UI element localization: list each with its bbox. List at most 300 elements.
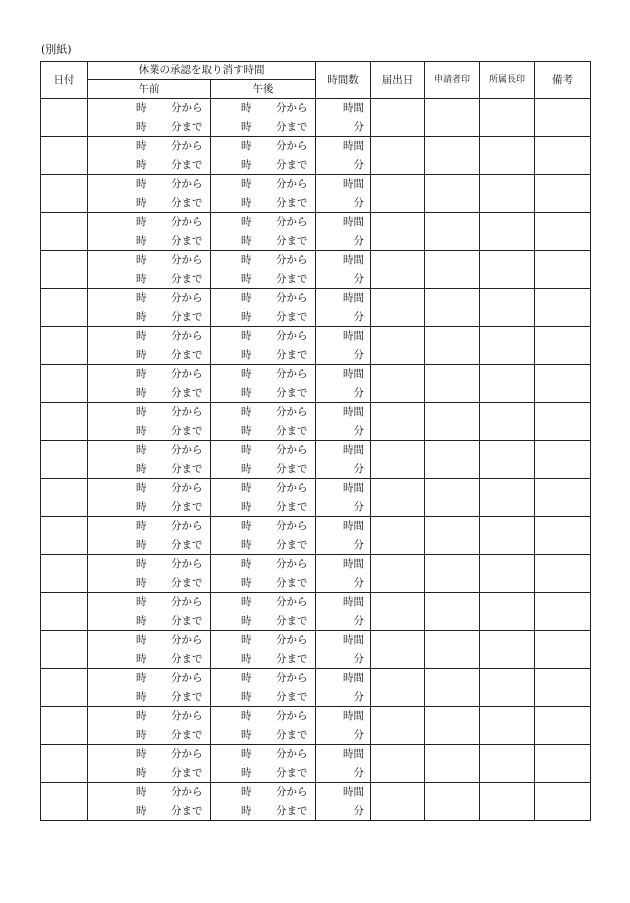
am-to-hour-label: 時 [136, 615, 147, 627]
date-cell[interactable] [41, 783, 88, 821]
pm-from-hour-label: 時 [241, 368, 252, 380]
hours-count-cell[interactable] [316, 707, 371, 745]
hours-count-cell[interactable] [316, 137, 371, 175]
pm-from-minute-label: 分から [276, 748, 308, 760]
filed-date-cell[interactable] [371, 365, 425, 403]
remarks-cell[interactable] [535, 479, 591, 517]
am-time-cell[interactable] [88, 175, 211, 213]
dept-head-seal-cell[interactable] [480, 669, 535, 707]
pm-from-hour-label: 時 [241, 444, 252, 456]
am-to-minute-label: 分まで [171, 615, 203, 627]
am-to-minute-label: 分まで [171, 349, 203, 361]
am-to-hour-label: 時 [136, 767, 147, 779]
am-time-cell[interactable] [88, 631, 211, 669]
date-cell[interactable] [41, 555, 88, 593]
dept-head-seal-cell[interactable] [480, 479, 535, 517]
table-row [41, 555, 591, 593]
hours-count-cell[interactable] [316, 175, 371, 213]
am-time-cell[interactable] [88, 517, 211, 555]
date-cell[interactable] [41, 707, 88, 745]
pm-time-cell[interactable] [211, 99, 316, 137]
remarks-cell[interactable] [535, 137, 591, 175]
dept-head-seal-cell[interactable] [480, 99, 535, 137]
filed-date-cell[interactable] [371, 707, 425, 745]
remarks-cell[interactable] [535, 441, 591, 479]
date-cell[interactable] [41, 593, 88, 631]
am-from-minute-label: 分から [171, 482, 203, 494]
pm-to-hour-label: 時 [241, 767, 252, 779]
date-cell[interactable] [41, 517, 88, 555]
pm-to-minute-label: 分まで [276, 349, 308, 361]
pm-from-hour-label: 時 [241, 292, 252, 304]
pm-time-cell[interactable] [211, 213, 316, 251]
minutes-label: 分 [353, 767, 364, 779]
minutes-label: 分 [353, 387, 364, 399]
pm-time-cell[interactable] [211, 441, 316, 479]
dept-head-seal-cell[interactable] [480, 517, 535, 555]
applicant-seal-cell[interactable] [425, 479, 480, 517]
applicant-seal-cell[interactable] [425, 289, 480, 327]
am-time-cell[interactable] [88, 213, 211, 251]
hours-label: 時間 [343, 748, 364, 760]
table-row [41, 631, 591, 669]
applicant-seal-cell[interactable] [425, 631, 480, 669]
filed-date-cell[interactable] [371, 99, 425, 137]
am-time-cell[interactable] [88, 365, 211, 403]
time-cancellation-table [40, 61, 591, 821]
applicant-seal-cell[interactable] [425, 441, 480, 479]
am-to-hour-label: 時 [136, 729, 147, 741]
dept-head-seal-cell[interactable] [480, 213, 535, 251]
header-remarks: 備考 [535, 62, 591, 99]
applicant-seal-cell[interactable] [425, 593, 480, 631]
am-from-hour-label: 時 [136, 368, 147, 380]
pm-to-minute-label: 分まで [276, 805, 308, 817]
am-to-minute-label: 分まで [171, 653, 203, 665]
pm-time-cell[interactable] [211, 707, 316, 745]
hours-count-cell[interactable] [316, 517, 371, 555]
am-from-minute-label: 分から [171, 102, 203, 114]
remarks-cell[interactable] [535, 555, 591, 593]
pm-from-hour-label: 時 [241, 786, 252, 798]
am-to-hour-label: 時 [136, 691, 147, 703]
dept-head-seal-cell[interactable] [480, 327, 535, 365]
am-to-minute-label: 分まで [171, 273, 203, 285]
am-from-hour-label: 時 [136, 710, 147, 722]
pm-from-minute-label: 分から [276, 786, 308, 798]
filed-date-cell[interactable] [371, 327, 425, 365]
hours-label: 時間 [343, 330, 364, 342]
pm-to-hour-label: 時 [241, 425, 252, 437]
remarks-cell[interactable] [535, 403, 591, 441]
applicant-seal-cell[interactable] [425, 327, 480, 365]
am-to-minute-label: 分まで [171, 539, 203, 551]
am-from-minute-label: 分から [171, 672, 203, 684]
pm-time-cell[interactable] [211, 403, 316, 441]
header-pm: 午後 [211, 80, 316, 99]
hours-count-cell[interactable] [316, 99, 371, 137]
pm-to-minute-label: 分まで [276, 197, 308, 209]
header-cancel-time: 休業の承認を取り消す時間 [88, 62, 316, 80]
filed-date-cell[interactable] [371, 479, 425, 517]
date-cell[interactable] [41, 631, 88, 669]
pm-time-cell[interactable] [211, 251, 316, 289]
hours-label: 時間 [343, 596, 364, 608]
remarks-cell[interactable] [535, 327, 591, 365]
pm-from-minute-label: 分から [276, 596, 308, 608]
applicant-seal-cell[interactable] [425, 365, 480, 403]
date-cell[interactable] [41, 365, 88, 403]
remarks-cell[interactable] [535, 593, 591, 631]
pm-time-cell[interactable] [211, 669, 316, 707]
am-from-hour-label: 時 [136, 748, 147, 760]
pm-from-minute-label: 分から [276, 444, 308, 456]
hours-count-cell[interactable] [316, 593, 371, 631]
remarks-cell[interactable] [535, 745, 591, 783]
pm-to-minute-label: 分まで [276, 463, 308, 475]
hours-label: 時間 [343, 672, 364, 684]
applicant-seal-cell[interactable] [425, 99, 480, 137]
date-cell[interactable] [41, 99, 88, 137]
date-cell[interactable] [41, 327, 88, 365]
hours-label: 時間 [343, 140, 364, 152]
am-to-hour-label: 時 [136, 197, 147, 209]
am-time-cell[interactable] [88, 479, 211, 517]
minutes-label: 分 [353, 311, 364, 323]
am-from-hour-label: 時 [136, 634, 147, 646]
date-cell[interactable] [41, 441, 88, 479]
hours-count-cell[interactable] [316, 631, 371, 669]
header-applicant-seal: 申請者印 [425, 62, 480, 99]
am-to-hour-label: 時 [136, 235, 147, 247]
pm-from-minute-label: 分から [276, 102, 308, 114]
pm-time-cell[interactable] [211, 479, 316, 517]
hours-count-cell[interactable] [316, 669, 371, 707]
hours-label: 時間 [343, 710, 364, 722]
hours-label: 時間 [343, 558, 364, 570]
dept-head-seal-cell[interactable] [480, 365, 535, 403]
am-from-minute-label: 分から [171, 786, 203, 798]
am-to-minute-label: 分まで [171, 121, 203, 133]
am-from-minute-label: 分から [171, 292, 203, 304]
dept-head-seal-cell[interactable] [480, 593, 535, 631]
dept-head-seal-cell[interactable] [480, 707, 535, 745]
filed-date-cell[interactable] [371, 289, 425, 327]
applicant-seal-cell[interactable] [425, 175, 480, 213]
date-cell[interactable] [41, 403, 88, 441]
am-from-hour-label: 時 [136, 482, 147, 494]
am-from-hour-label: 時 [136, 444, 147, 456]
filed-date-cell[interactable] [371, 175, 425, 213]
am-from-minute-label: 分から [171, 140, 203, 152]
am-from-minute-label: 分から [171, 406, 203, 418]
hours-count-cell[interactable] [316, 745, 371, 783]
minutes-label: 分 [353, 425, 364, 437]
hours-label: 時間 [343, 292, 364, 304]
am-from-minute-label: 分から [171, 710, 203, 722]
am-time-cell[interactable] [88, 555, 211, 593]
remarks-cell[interactable] [535, 175, 591, 213]
pm-to-minute-label: 分まで [276, 691, 308, 703]
dept-head-seal-cell[interactable] [480, 175, 535, 213]
am-to-minute-label: 分まで [171, 577, 203, 589]
table-row [41, 783, 591, 821]
pm-from-minute-label: 分から [276, 558, 308, 570]
hours-count-cell[interactable] [316, 213, 371, 251]
table-row [41, 137, 591, 175]
pm-to-hour-label: 時 [241, 387, 252, 399]
pm-time-cell[interactable] [211, 517, 316, 555]
pm-to-hour-label: 時 [241, 159, 252, 171]
am-time-cell[interactable] [88, 403, 211, 441]
applicant-seal-cell[interactable] [425, 745, 480, 783]
am-time-cell[interactable] [88, 289, 211, 327]
filed-date-cell[interactable] [371, 631, 425, 669]
applicant-seal-cell[interactable] [425, 669, 480, 707]
pm-to-minute-label: 分まで [276, 159, 308, 171]
am-to-minute-label: 分まで [171, 387, 203, 399]
dept-head-seal-cell[interactable] [480, 403, 535, 441]
date-cell[interactable] [41, 479, 88, 517]
filed-date-cell[interactable] [371, 593, 425, 631]
filed-date-cell[interactable] [371, 403, 425, 441]
pm-time-cell[interactable] [211, 593, 316, 631]
remarks-cell[interactable] [535, 631, 591, 669]
am-to-hour-label: 時 [136, 121, 147, 133]
header-filed-date: 届出日 [371, 62, 425, 99]
am-to-minute-label: 分まで [171, 767, 203, 779]
hours-count-cell[interactable] [316, 403, 371, 441]
form-caption: (別紙) [41, 43, 72, 56]
hours-count-cell[interactable] [316, 441, 371, 479]
applicant-seal-cell[interactable] [425, 555, 480, 593]
pm-to-minute-label: 分まで [276, 387, 308, 399]
hours-count-cell[interactable] [316, 251, 371, 289]
am-to-hour-label: 時 [136, 273, 147, 285]
pm-time-cell[interactable] [211, 365, 316, 403]
pm-to-minute-label: 分まで [276, 425, 308, 437]
filed-date-cell[interactable] [371, 213, 425, 251]
pm-time-cell[interactable] [211, 745, 316, 783]
date-cell[interactable] [41, 175, 88, 213]
pm-from-minute-label: 分から [276, 292, 308, 304]
am-to-hour-label: 時 [136, 805, 147, 817]
date-cell[interactable] [41, 137, 88, 175]
am-time-cell[interactable] [88, 251, 211, 289]
remarks-cell[interactable] [535, 669, 591, 707]
am-from-hour-label: 時 [136, 140, 147, 152]
minutes-label: 分 [353, 349, 364, 361]
pm-to-minute-label: 分まで [276, 121, 308, 133]
hours-count-cell[interactable] [316, 327, 371, 365]
applicant-seal-cell[interactable] [425, 213, 480, 251]
am-to-hour-label: 時 [136, 311, 147, 323]
minutes-label: 分 [353, 615, 364, 627]
hours-label: 時間 [343, 444, 364, 456]
filed-date-cell[interactable] [371, 745, 425, 783]
applicant-seal-cell[interactable] [425, 517, 480, 555]
am-to-minute-label: 分まで [171, 235, 203, 247]
minutes-label: 分 [353, 539, 364, 551]
am-from-hour-label: 時 [136, 330, 147, 342]
pm-from-hour-label: 時 [241, 330, 252, 342]
pm-from-minute-label: 分から [276, 178, 308, 190]
pm-to-minute-label: 分まで [276, 235, 308, 247]
date-cell[interactable] [41, 251, 88, 289]
hours-label: 時間 [343, 786, 364, 798]
pm-to-hour-label: 時 [241, 121, 252, 133]
remarks-cell[interactable] [535, 517, 591, 555]
am-from-minute-label: 分から [171, 634, 203, 646]
hours-count-cell[interactable] [316, 289, 371, 327]
table-row [41, 251, 591, 289]
date-cell[interactable] [41, 745, 88, 783]
pm-from-hour-label: 時 [241, 140, 252, 152]
minutes-label: 分 [353, 235, 364, 247]
dept-head-seal-cell[interactable] [480, 631, 535, 669]
hours-label: 時間 [343, 102, 364, 114]
am-from-hour-label: 時 [136, 216, 147, 228]
filed-date-cell[interactable] [371, 251, 425, 289]
dept-head-seal-cell[interactable] [480, 441, 535, 479]
date-cell[interactable] [41, 289, 88, 327]
am-from-hour-label: 時 [136, 102, 147, 114]
am-time-cell[interactable] [88, 745, 211, 783]
applicant-seal-cell[interactable] [425, 251, 480, 289]
filed-date-cell[interactable] [371, 783, 425, 821]
pm-to-minute-label: 分まで [276, 311, 308, 323]
am-from-hour-label: 時 [136, 178, 147, 190]
pm-to-hour-label: 時 [241, 653, 252, 665]
minutes-label: 分 [353, 577, 364, 589]
pm-from-hour-label: 時 [241, 672, 252, 684]
pm-from-hour-label: 時 [241, 634, 252, 646]
hours-count-cell[interactable] [316, 365, 371, 403]
pm-time-cell[interactable] [211, 327, 316, 365]
am-from-hour-label: 時 [136, 672, 147, 684]
dept-head-seal-cell[interactable] [480, 745, 535, 783]
dept-head-seal-cell[interactable] [480, 555, 535, 593]
table-row [41, 289, 591, 327]
minutes-label: 分 [353, 501, 364, 513]
remarks-cell[interactable] [535, 783, 591, 821]
pm-from-minute-label: 分から [276, 330, 308, 342]
table-row [41, 441, 591, 479]
remarks-cell[interactable] [535, 99, 591, 137]
remarks-cell[interactable] [535, 289, 591, 327]
pm-time-cell[interactable] [211, 783, 316, 821]
pm-to-hour-label: 時 [241, 235, 252, 247]
filed-date-cell[interactable] [371, 137, 425, 175]
am-from-minute-label: 分から [171, 558, 203, 570]
am-to-minute-label: 分まで [171, 311, 203, 323]
dept-head-seal-cell[interactable] [480, 783, 535, 821]
filed-date-cell[interactable] [371, 555, 425, 593]
am-time-cell[interactable] [88, 707, 211, 745]
am-to-hour-label: 時 [136, 577, 147, 589]
pm-to-hour-label: 時 [241, 539, 252, 551]
pm-time-cell[interactable] [211, 175, 316, 213]
hours-count-cell[interactable] [316, 555, 371, 593]
pm-to-minute-label: 分まで [276, 767, 308, 779]
am-time-cell[interactable] [88, 783, 211, 821]
table-row [41, 403, 591, 441]
am-to-minute-label: 分まで [171, 463, 203, 475]
pm-from-hour-label: 時 [241, 710, 252, 722]
remarks-cell[interactable] [535, 251, 591, 289]
filed-date-cell[interactable] [371, 669, 425, 707]
pm-to-hour-label: 時 [241, 729, 252, 741]
pm-time-cell[interactable] [211, 631, 316, 669]
applicant-seal-cell[interactable] [425, 403, 480, 441]
table-row [41, 99, 591, 137]
minutes-label: 分 [353, 197, 364, 209]
table-row [41, 593, 591, 631]
table-row [41, 707, 591, 745]
pm-from-minute-label: 分から [276, 710, 308, 722]
pm-time-cell[interactable] [211, 555, 316, 593]
pm-to-minute-label: 分まで [276, 273, 308, 285]
pm-to-hour-label: 時 [241, 805, 252, 817]
am-to-hour-label: 時 [136, 653, 147, 665]
date-cell[interactable] [41, 213, 88, 251]
pm-to-hour-label: 時 [241, 273, 252, 285]
am-from-hour-label: 時 [136, 596, 147, 608]
applicant-seal-cell[interactable] [425, 137, 480, 175]
am-to-hour-label: 時 [136, 349, 147, 361]
remarks-cell[interactable] [535, 707, 591, 745]
pm-to-hour-label: 時 [241, 197, 252, 209]
minutes-label: 分 [353, 121, 364, 133]
remarks-cell[interactable] [535, 213, 591, 251]
header-hours: 時間数 [316, 62, 371, 99]
am-time-cell[interactable] [88, 99, 211, 137]
pm-time-cell[interactable] [211, 137, 316, 175]
applicant-seal-cell[interactable] [425, 707, 480, 745]
pm-to-hour-label: 時 [241, 349, 252, 361]
am-time-cell[interactable] [88, 669, 211, 707]
hours-count-cell[interactable] [316, 479, 371, 517]
filed-date-cell[interactable] [371, 517, 425, 555]
am-time-cell[interactable] [88, 441, 211, 479]
hours-label: 時間 [343, 368, 364, 380]
pm-to-hour-label: 時 [241, 311, 252, 323]
header-am: 午前 [88, 80, 211, 99]
am-time-cell[interactable] [88, 327, 211, 365]
table-row [41, 517, 591, 555]
date-cell[interactable] [41, 669, 88, 707]
am-from-minute-label: 分から [171, 178, 203, 190]
filed-date-cell[interactable] [371, 441, 425, 479]
am-time-cell[interactable] [88, 593, 211, 631]
applicant-seal-cell[interactable] [425, 783, 480, 821]
am-from-hour-label: 時 [136, 786, 147, 798]
pm-time-cell[interactable] [211, 289, 316, 327]
pm-from-hour-label: 時 [241, 406, 252, 418]
pm-to-minute-label: 分まで [276, 729, 308, 741]
am-from-hour-label: 時 [136, 558, 147, 570]
table-row [41, 365, 591, 403]
remarks-cell[interactable] [535, 365, 591, 403]
hours-count-cell[interactable] [316, 783, 371, 821]
dept-head-seal-cell[interactable] [480, 251, 535, 289]
am-to-hour-label: 時 [136, 501, 147, 513]
am-to-hour-label: 時 [136, 539, 147, 551]
dept-head-seal-cell[interactable] [480, 289, 535, 327]
am-from-hour-label: 時 [136, 406, 147, 418]
am-time-cell[interactable] [88, 137, 211, 175]
dept-head-seal-cell[interactable] [480, 137, 535, 175]
